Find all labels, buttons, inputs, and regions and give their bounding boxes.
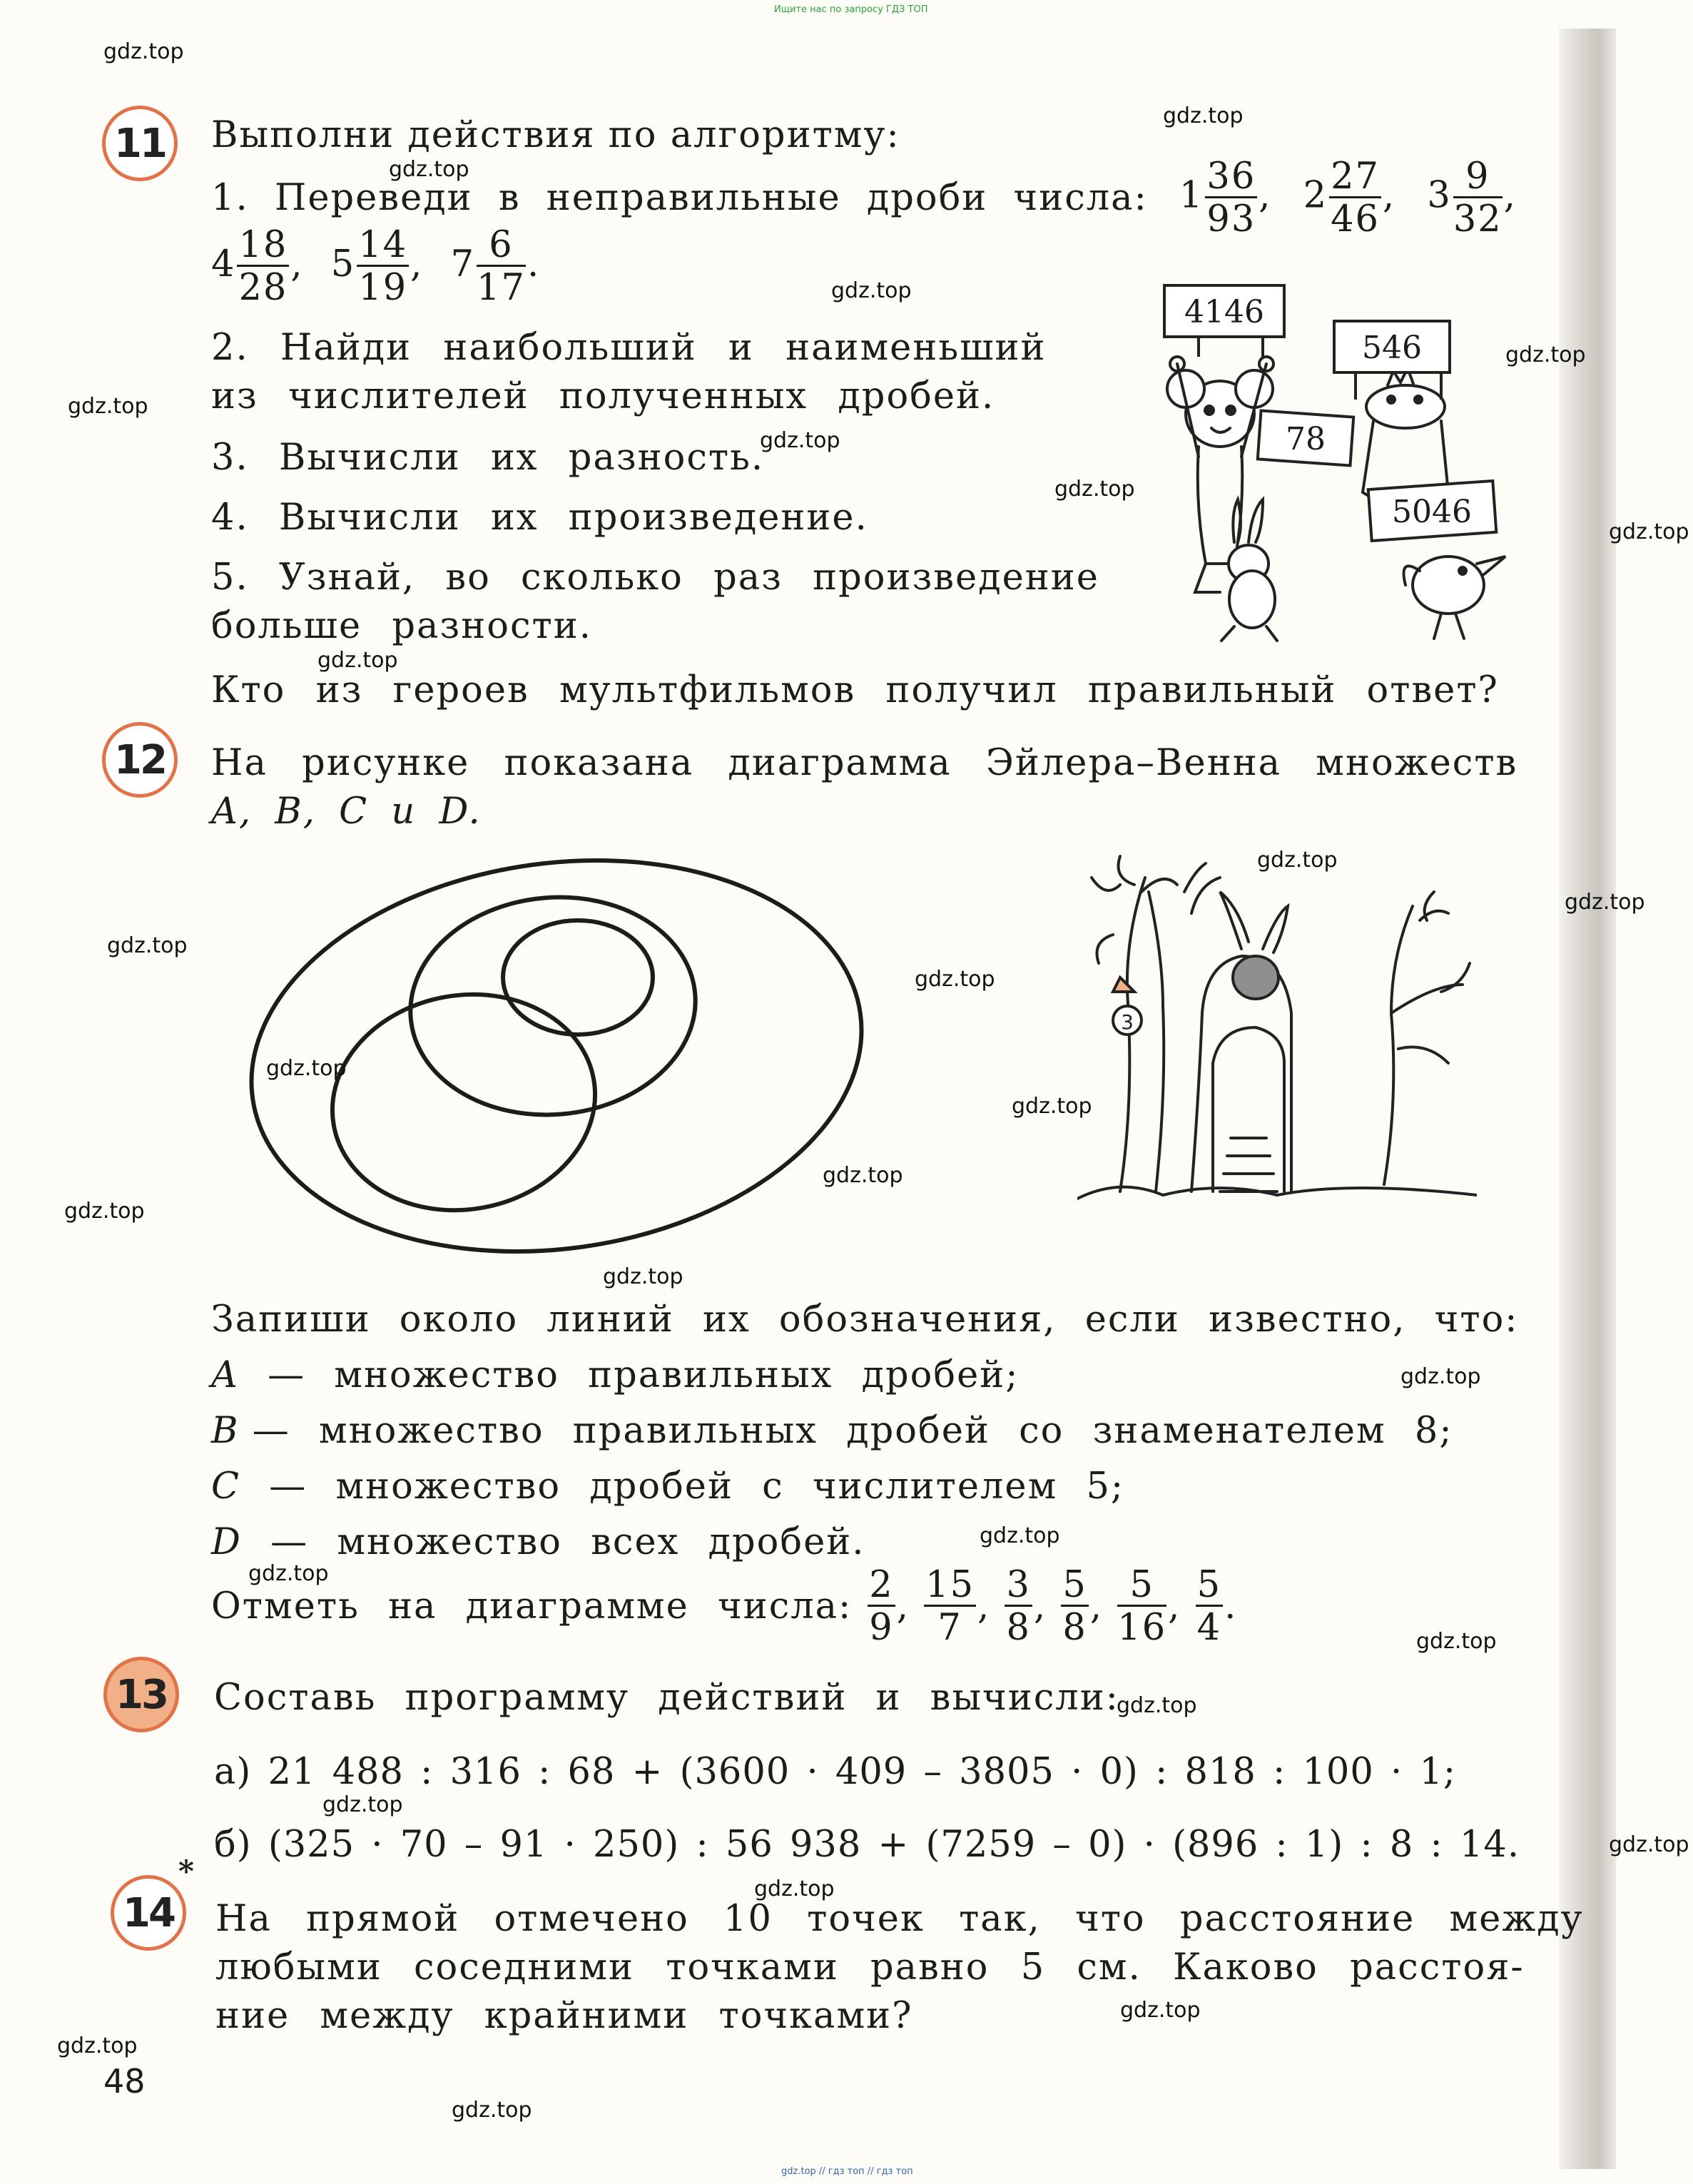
watermark: gdz.top [317, 648, 398, 673]
watermark: gdz.top [760, 428, 840, 453]
fraction-3: $\frac{3}{8}$ [1006, 1564, 1031, 1649]
task-11-step-2-line-1: 2. Найди наибольший и наименьший [211, 327, 1047, 369]
watermark: gdz.top [1257, 848, 1338, 873]
sign-1-value: 4146 [1184, 294, 1264, 330]
task-12-sets-list: A, B, C и D. [211, 791, 482, 833]
task-14-badge [111, 1875, 186, 1951]
definition-c [211, 1466, 1124, 1508]
watermark: gdz.top [322, 1792, 403, 1817]
task-11-step-3: 3. Вычисли их разность. [211, 437, 765, 479]
task-13-badge [103, 1657, 179, 1732]
definition-c-text: — множество дробей с числителем 5; [269, 1466, 1125, 1508]
task-11-step-5-line-1: 5. Узнай, во сколько раз произведение [211, 557, 1099, 599]
task-13-title: Составь программу действий и вычисли: [214, 1677, 1119, 1719]
watermark: gdz.top [248, 1561, 329, 1586]
task-11-title [211, 114, 946, 156]
task-12-mark-numbers: Отметь на диаграмме числа: $\frac{2}{9}$ , $\frac{15}{7}$ , $\frac{3}{8}$ , $\frac{5}{8}$ , $\frac{5}{16}$ , $\frac{5}{4}$ . [211, 1564, 1238, 1649]
watermark: gdz.top [1054, 477, 1135, 502]
task-13-number: 13 [116, 1671, 167, 1718]
definition-b-text: — множество правильных дробей со знаменателем 8; [252, 1410, 1453, 1452]
task-11-step-5-line-2: больше разности. [211, 605, 592, 647]
sign-3-value: 78 [1286, 421, 1326, 457]
task-11-question: Кто из героев мультфильмов получил правильный ответ? [211, 669, 1499, 711]
watermark: gdz.top [389, 157, 469, 182]
tree-rabbit-illustration [1077, 849, 1477, 1206]
task-14-number: 14 [123, 1889, 174, 1936]
watermark: gdz.top [1400, 1364, 1481, 1389]
sign-2-value: 546 [1362, 330, 1422, 366]
task-13-expression-a: а) 21 488 : 316 : 68 + (3600 · 409 – 3805 · 0) : 818 : 100 · 1; [214, 1751, 1457, 1793]
sign-4-value: 5046 [1392, 494, 1472, 530]
euler-venn-diagram [243, 842, 870, 1263]
watermark: gdz.top [64, 1199, 145, 1224]
definition-b [211, 1410, 1467, 1452]
task-11-badge [102, 106, 178, 181]
definition-a-text: — множество правильных дробей; [268, 1354, 1020, 1396]
task-12-number: 12 [114, 736, 166, 783]
watermark: gdz.top [1117, 1693, 1197, 1718]
watermark: gdz.top [1609, 519, 1689, 544]
definition-d-text: — множество всех дробей. [270, 1521, 865, 1563]
mixed-number-4: 4 $\frac{18}{28}$ , [211, 224, 304, 309]
header-note: Ищите нас по запросу ГДЗ ТОП [774, 4, 928, 15]
task-11-step-1-cont [211, 224, 541, 309]
watermark: gdz.top [980, 1523, 1060, 1548]
mixed-number-6: 7 $\frac{6}{17}$ . [450, 224, 541, 309]
task-12-instruction: Запиши около линий их обозначения, если известно, что: [211, 1299, 1519, 1341]
task-14-line-3: ние между крайними точками? [215, 1995, 913, 2037]
watermark: gdz.top [823, 1163, 903, 1188]
watermark: gdz.top [452, 2098, 532, 2123]
fraction-5: $\frac{5}{16}$ [1117, 1564, 1167, 1649]
venn-lower-ellipse [315, 974, 612, 1231]
watermark: gdz.top [1416, 1629, 1497, 1654]
fraction-2: $\frac{15}{7}$ [925, 1564, 975, 1649]
venn-small-ellipse [503, 920, 653, 1035]
venn-outer-ellipse [243, 842, 870, 1263]
task-14-line-1: На прямой отмечено 10 точек так, что расстояние между [215, 1898, 1584, 1940]
watermark: gdz.top [57, 2033, 138, 2058]
mixed-number-5: 5 $\frac{14}{19}$ , [330, 224, 424, 309]
fraction-6: $\frac{5}{4}$ [1196, 1564, 1222, 1649]
watermark: gdz.top [1505, 342, 1586, 367]
definition-a-letter: A [211, 1354, 239, 1396]
page-number: 48 [103, 2062, 146, 2101]
cartoon-characters-illustration [1127, 278, 1527, 649]
definition-d-letter: D [211, 1521, 242, 1563]
definition-b-letter: B [211, 1410, 240, 1452]
mixed-number-2: 2 $\frac{27}{46}$ , [1303, 156, 1396, 240]
watermark: gdz.top [107, 933, 188, 958]
fraction-1: $\frac{2}{9}$ [869, 1564, 894, 1649]
watermark: gdz.top [1012, 1094, 1092, 1119]
watermark: gdz.top [1163, 103, 1244, 128]
task-11-step-2-line-2: из числителей полученных дробей. [211, 375, 995, 417]
watermark: gdz.top [915, 967, 995, 992]
footer-note: gdz.top // гдз топ // гдз топ [781, 2166, 913, 2177]
watermark: gdz.top [831, 278, 912, 303]
task-14-line-2: любыми соседними точками равно 5 см. Каково расстоя- [215, 1946, 1525, 1989]
tree-number-label: 3 [1121, 1010, 1134, 1034]
watermark: gdz.top [266, 1056, 347, 1081]
watermark: gdz.top [603, 1264, 683, 1289]
watermark: gdz.top [1120, 1998, 1201, 2023]
watermark: gdz.top [754, 1876, 835, 1901]
definition-d [211, 1521, 865, 1563]
step-1-text: 1. Переведи в неправильные дроби числа: [211, 177, 1148, 219]
fraction-4: $\frac{5}{8}$ [1062, 1564, 1087, 1649]
watermark: gdz.top [1609, 1832, 1689, 1857]
definition-a [211, 1354, 1019, 1396]
task-11-step-4: 4. Вычисли их произведение. [211, 497, 868, 539]
task-11-number: 11 [114, 120, 166, 167]
mixed-number-3: 3 $\frac{9}{32}$ , [1427, 156, 1517, 240]
task-13-expression-b: б) (325 · 70 – 91 · 250) : 56 938 + (7259 – 0) · (896 : 1) : 8 : 14. [214, 1824, 1520, 1866]
watermark: gdz.top [1565, 890, 1645, 915]
task-11-title-text: Выполни действия по алгоритму: [211, 114, 900, 156]
mark-text: Отметь на диаграмме числа: [211, 1585, 853, 1627]
mixed-number-1: 1 $\frac{36}{93}$ , [1179, 156, 1272, 240]
watermark: gdz.top [103, 39, 184, 64]
watermark: gdz.top [68, 394, 148, 419]
definition-c-letter: C [211, 1466, 241, 1508]
task-12-badge [102, 722, 178, 798]
task-12-intro-line-1: На рисунке показана диаграмма Эйлера–Венна множеств [211, 742, 1518, 784]
task-14-star: * [178, 1854, 194, 1889]
